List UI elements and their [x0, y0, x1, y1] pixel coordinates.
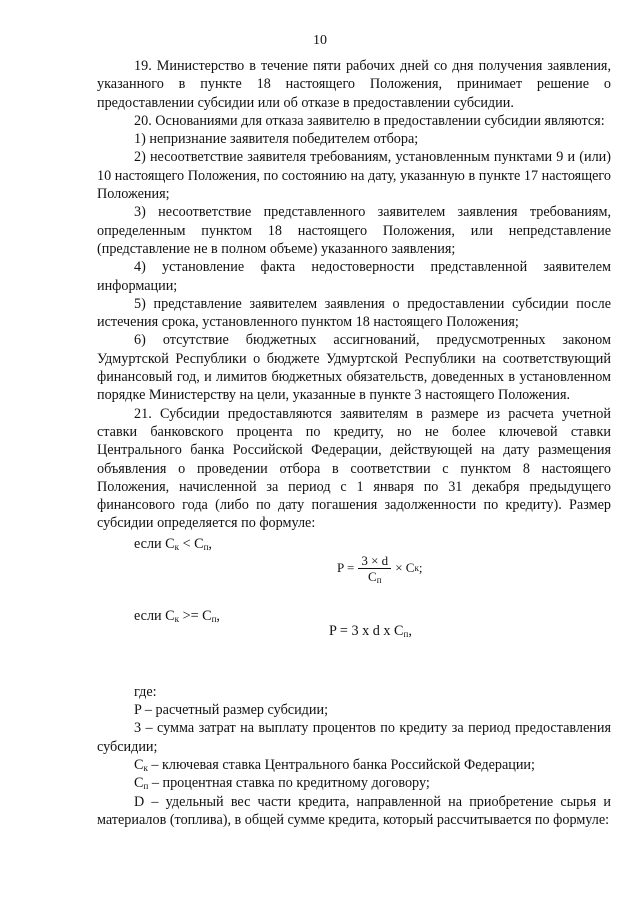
document-body — [97, 57, 611, 829]
formula-condition-2: если $С_к >= С_п$, — [134, 607, 220, 624]
list-item-6: 6) отсутствие бюджетных ассигнований, предусмотренных законом Удмуртской Республики о бюджете Удмуртской Республики на соответствующий финансовый год, и лимитов бюджетных обязательств, доведенных в установленном порядке Министерству на цели, указанные в пункте 3 настоящего Положения. — [97, 332, 611, 404]
paragraph-21: 21. Субсидии предоставляются заявителям в размере из расчета учетной ставки банковского процента по кредиту, но не более ключевой ставки Центрального банка Российской Федерации, действующей на дату размещения объявления о проведении отбора в соответствии с пунктом 8 настоящего Положения, начисленной за период с 1 января по 31 декабря предыдущего финансового года (либо по дату погашения задолженности по кредиту). Размер субсидии определяется по формуле: — [97, 405, 611, 532]
formula-case-1 — [97, 533, 611, 595]
paragraph-20: 20. Основаниями для отказа заявителю в предоставлении субсидии являются: — [134, 112, 605, 129]
definition-cp: $С_п$ – процентная ставка по кредитному договору; — [134, 775, 430, 792]
list-item-3: 3) несоответствие представленного заявителем заявления требованиям, определенным пунктом 18 настоящего Положения, или непредставление (представление не в полном объеме) указанного заявления; — [97, 204, 611, 257]
definition-ck: $С_к$ – ключевая ставка Центрального банка Российской Федерации; — [134, 756, 535, 773]
paragraph-19: 19. Министерство в течение пяти рабочих дней со дня получения заявления, указанного в пункте 18 настоящего Положения, принимает решение о предоставлении субсидии или об отказе в предоставлении субсидии. — [97, 58, 611, 111]
definition-z: 3 – сумма затрат на выплату процентов по кредиту за период предоставления субсидии; — [97, 720, 611, 755]
where-label: где: — [134, 683, 157, 700]
formula-condition-1: если $С_к < С_п$, — [134, 535, 212, 552]
list-item-2: 2) несоответствие заявителя требованиям, установленным пунктами 9 и (или) 10 настоящего Положения, по состоянию на дату, указанную в пункте 17 настоящего Положения; — [97, 149, 611, 203]
list-item-1: 1) непризнание заявителя победителем отбора; — [134, 131, 419, 148]
list-item-5: 5) представление заявителем заявления о предоставлении субсидии после истечения срока, установленного пунктом 18 настоящего Положения; — [97, 295, 611, 331]
formula-fraction: $\frac{3 \times d}{С_п}$ — [358, 553, 391, 584]
definition-p: P – расчетный размер субсидии; — [134, 702, 329, 719]
formula-expression-1: P = $\frac{3 \times d}{С_п}$ × С к ; — [337, 552, 423, 585]
definition-d: D – удельный вес части кредита, направленной на приобретение сырья и материалов (топлива), в общей сумме кредита, который рассчитывается по формуле: — [97, 793, 611, 828]
page-number: 10 — [313, 33, 327, 48]
formula-case-2 — [97, 605, 611, 683]
list-item-4: 4) установление факта недостоверности представленной заявителем информации; — [97, 259, 611, 294]
formula-expression-2: P = 3 x d x $С_п$, — [329, 622, 412, 639]
